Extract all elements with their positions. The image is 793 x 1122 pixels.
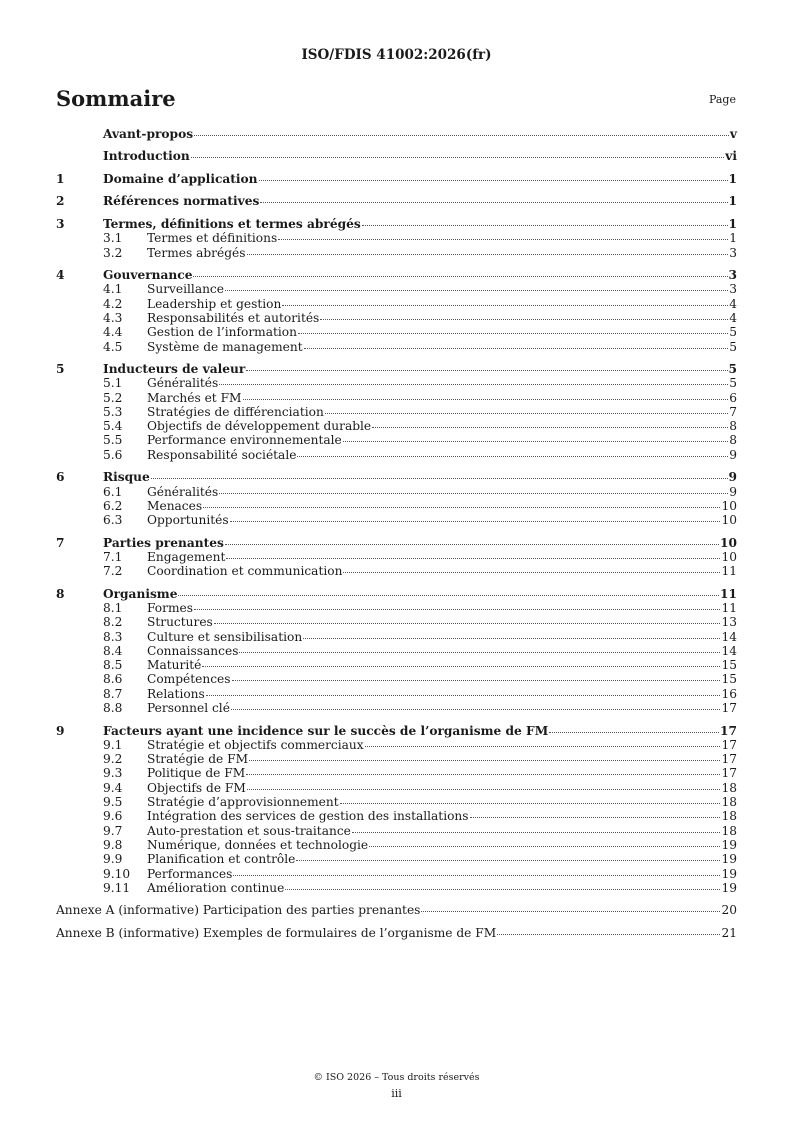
toc-entry-number: 8.3	[103, 629, 123, 644]
toc-entry-number: 8.6	[103, 672, 123, 687]
toc-entry-number: 8.4	[103, 643, 123, 658]
toc-entry[interactable]	[56, 852, 737, 866]
toc-entry-label	[56, 903, 420, 917]
toc-entry[interactable]	[56, 550, 737, 564]
toc-entry-number: 5.6	[103, 447, 123, 462]
dot-leader	[297, 456, 728, 457]
toc-entry-number: 4.3	[103, 310, 123, 325]
toc-entry-number: 2	[56, 194, 65, 209]
annex-status: (informative)	[118, 903, 200, 918]
toc-entry[interactable]	[56, 795, 737, 809]
dot-leader	[232, 680, 721, 681]
dot-leader	[365, 746, 721, 747]
dot-leader	[194, 609, 721, 610]
annex-designation: Annexe B	[56, 925, 115, 940]
toc-entry-number: 8	[56, 586, 65, 601]
toc-entry[interactable]	[56, 630, 737, 644]
dot-leader	[243, 399, 729, 400]
toc-entry[interactable]	[56, 536, 737, 550]
toc-entry-label: Stratégie de FM	[147, 752, 249, 767]
toc-entry-number: 8.1	[103, 601, 123, 615]
toc-entry-page: 19	[721, 837, 737, 852]
toc-entry-page: 19	[721, 866, 737, 881]
toc-entry[interactable]	[56, 881, 737, 895]
toc-entry-label: Généralités	[147, 484, 219, 499]
toc-entry[interactable]	[56, 738, 737, 752]
dot-leader	[421, 911, 720, 912]
toc-entry[interactable]	[56, 644, 737, 658]
toc-entry-number: 8.5	[103, 658, 123, 673]
dot-leader	[282, 305, 728, 306]
dot-leader	[278, 239, 728, 240]
toc-entry-label: Domaine d’application	[103, 171, 258, 186]
toc-entry[interactable]	[56, 448, 737, 462]
toc-entry-number: 8.8	[103, 701, 123, 716]
toc-entry-number: 9.2	[103, 752, 123, 767]
dot-leader	[247, 254, 729, 255]
dot-leader	[178, 595, 719, 596]
dot-leader	[206, 695, 721, 696]
toc-entry-label: Facteurs ayant une incidence sur le succès de l’organisme de FM	[103, 723, 549, 738]
dot-leader	[296, 860, 720, 861]
toc-entry-label: Amélioration continue	[147, 880, 285, 895]
toc-entry-number: 3	[56, 216, 65, 231]
toc-entry-page: 9	[729, 447, 737, 462]
toc-entry[interactable]	[56, 766, 737, 780]
toc-entry-page: 8	[729, 433, 737, 448]
toc-entry[interactable]	[56, 376, 737, 390]
toc-entry-page: 4	[729, 296, 737, 311]
toc-entry-label: Risque	[103, 470, 150, 485]
toc-entry[interactable]	[56, 499, 737, 513]
toc-entry-page: 11	[721, 601, 737, 615]
toc-entry[interactable]	[56, 658, 737, 672]
toc-entry-label: Stratégie d’approvisionnement	[147, 795, 339, 810]
toc-entry[interactable]	[56, 724, 737, 738]
dot-leader	[194, 135, 729, 136]
toc-entry[interactable]	[56, 470, 737, 484]
toc-entry-page: 13	[721, 615, 737, 630]
toc-entry-number: 9.9	[103, 852, 123, 867]
toc-entry-page: 3	[729, 282, 737, 297]
toc-entry-number: 6.1	[103, 484, 123, 499]
dot-leader	[233, 875, 720, 876]
toc-entry-label: Objectifs de développement durable	[147, 419, 372, 434]
dot-leader	[249, 760, 720, 761]
table-of-contents	[56, 127, 737, 940]
dot-leader	[325, 413, 728, 414]
toc-entry-page: 18	[721, 809, 737, 824]
toc-entry-label: Relations	[147, 686, 205, 701]
toc-entry-page: 17	[721, 737, 737, 752]
toc-entry-label: Numérique, données et technologie	[147, 837, 369, 852]
toc-entry-number: 9.8	[103, 837, 123, 852]
toc-entry-label: Parties prenantes	[103, 535, 224, 550]
toc-entry-number: 3.1	[103, 231, 123, 246]
dot-leader	[203, 507, 720, 508]
toc-entry-number: 6	[56, 470, 65, 485]
toc-entry[interactable]	[56, 752, 737, 766]
dot-leader	[214, 623, 721, 624]
toc-entry-number: 4	[56, 268, 65, 283]
dot-leader	[372, 427, 728, 428]
dot-leader	[246, 370, 727, 371]
toc-entry-label: Termes, définitions et termes abrégés	[103, 216, 361, 231]
toc-entry[interactable]	[56, 838, 737, 852]
toc-entry[interactable]	[56, 405, 737, 419]
toc-entry-label: Leadership et gestion	[147, 296, 282, 311]
toc-entry-number: 9.4	[103, 780, 123, 795]
dot-leader	[285, 889, 720, 890]
toc-entry-label: Stratégies de différenciation	[147, 404, 324, 419]
toc-entry-page: 18	[721, 795, 737, 810]
toc-entry-number: 7.1	[103, 549, 123, 564]
toc-entry-label: Surveillance	[147, 282, 224, 297]
toc-entry-page: 11	[720, 586, 737, 601]
toc-entry-label: Objectifs de FM	[147, 780, 246, 795]
toc-entry[interactable]	[56, 419, 737, 433]
toc-entry-label: Formes	[147, 601, 193, 615]
dot-leader	[191, 157, 724, 158]
annex-status: (informative)	[118, 925, 200, 940]
dot-leader	[247, 789, 721, 790]
toc-entry-page: vi	[725, 149, 737, 164]
toc-entry-page: 1	[728, 194, 737, 209]
toc-entry-page: 1	[728, 171, 737, 186]
toc-entry[interactable]	[56, 362, 737, 376]
toc-entry-number: 5.3	[103, 404, 123, 419]
toc-entry-label: Références normatives	[103, 194, 260, 209]
toc-entry-page: 1	[729, 231, 737, 246]
toc-entry-label: Planification et contrôle	[147, 852, 296, 867]
dot-leader	[259, 180, 728, 181]
dot-leader	[362, 225, 728, 226]
toc-entry[interactable]	[56, 564, 737, 578]
toc-entry-number: 4.2	[103, 296, 123, 311]
toc-entry-page: 14	[721, 629, 737, 644]
toc-entry-number: 9.1	[103, 737, 123, 752]
dot-leader	[219, 384, 728, 385]
toc-entry[interactable]	[56, 231, 737, 245]
toc-entry-page: 10	[721, 549, 737, 564]
toc-entry[interactable]	[56, 903, 737, 917]
toc-entry-number: 9.3	[103, 766, 123, 781]
dot-leader	[298, 333, 728, 334]
toc-entry-page: 10	[720, 535, 737, 550]
toc-entry[interactable]	[56, 282, 737, 296]
toc-entry-label: Introduction	[103, 149, 190, 164]
toc-entry-page: 17	[721, 752, 737, 767]
toc-entry-page: 18	[721, 780, 737, 795]
toc-entry-page: 7	[729, 404, 737, 419]
toc-entry-number: 7.2	[103, 564, 123, 579]
dot-leader	[193, 276, 727, 277]
toc-entry-label: Structures	[147, 615, 213, 630]
toc-entry-page: 4	[729, 310, 737, 325]
toc-entry-page: 3	[728, 268, 737, 283]
toc-entry-label: Inducteurs de valeur	[103, 361, 246, 376]
toc-entry-number: 5	[56, 361, 65, 376]
toc-entry-page: 5	[729, 339, 737, 354]
toc-entry-number: 8.2	[103, 615, 123, 630]
toc-entry-label: Stratégie et objectifs commerciaux	[147, 737, 364, 752]
toc-entry[interactable]	[56, 433, 737, 447]
toc-entry-number: 5.1	[103, 376, 123, 391]
toc-entry-number: 9.11	[103, 880, 131, 895]
dot-leader	[230, 521, 721, 522]
dot-leader	[219, 493, 728, 494]
toc-entry[interactable]	[56, 601, 737, 615]
toc-entry-page: 11	[721, 564, 737, 579]
toc-entry-page: 9	[728, 470, 737, 485]
toc-entry-page: 14	[721, 643, 737, 658]
toc-entry-number: 8.7	[103, 686, 123, 701]
toc-entry-label: Menaces	[147, 498, 203, 513]
dot-leader	[151, 478, 728, 479]
page-number: iii	[391, 1087, 402, 1100]
toc-entry-label: Termes abrégés	[147, 245, 246, 260]
dot-leader	[340, 803, 721, 804]
toc-entry-page: 17	[721, 766, 737, 781]
toc-entry-page: v	[729, 127, 737, 141]
toc-entry-label: Avant-propos	[103, 127, 194, 141]
dot-leader	[549, 732, 719, 733]
annex-designation: Annexe A	[56, 903, 115, 918]
dot-leader	[304, 348, 729, 349]
toc-entry-page: 16	[721, 686, 737, 701]
toc-entry-page: 17	[721, 701, 737, 716]
dot-leader	[320, 319, 728, 320]
dot-leader	[225, 290, 728, 291]
toc-entry-label: Engagement	[147, 549, 226, 564]
toc-entry[interactable]	[56, 587, 737, 601]
toc-entry[interactable]	[56, 325, 737, 339]
toc-entry-label: Gouvernance	[103, 268, 193, 283]
toc-entry-number: 4.1	[103, 282, 123, 297]
dot-leader	[343, 441, 728, 442]
toc-entry-number: 6.2	[103, 498, 123, 513]
toc-entry-page: 18	[721, 823, 737, 838]
toc-entry-number: 7	[56, 535, 65, 550]
toc-entry-label: Intégration des services de gestion des installations	[147, 809, 469, 824]
toc-entry-label: Opportunités	[147, 513, 229, 528]
toc-entry-number: 9.7	[103, 823, 123, 838]
toc-entry-page: 10	[721, 513, 737, 528]
toc-entry-page: 3	[729, 245, 737, 260]
dot-leader	[202, 666, 720, 667]
toc-entry-label: Compétences	[147, 672, 231, 687]
toc-entry-label: Connaissances	[147, 643, 239, 658]
toc-entry-page: 19	[721, 852, 737, 867]
toc-entry-label: Système de management	[147, 339, 303, 354]
toc-entry-label: Personnel clé	[147, 701, 230, 716]
toc-entry-label: Performance environnementale	[147, 433, 342, 448]
toc-entry-page: 5	[728, 361, 737, 376]
toc-entry[interactable]	[56, 615, 737, 629]
toc-entry-label: Culture et sensibilisation	[147, 629, 303, 644]
toc-entry[interactable]	[56, 824, 737, 838]
toc-entry-number: 6.3	[103, 513, 123, 528]
toc-entry[interactable]	[56, 391, 737, 405]
toc-entry-number: 4.5	[103, 339, 123, 354]
toc-entry-number: 1	[56, 171, 65, 186]
toc-entry-page: 5	[729, 376, 737, 391]
toc-entry[interactable]	[56, 513, 737, 527]
toc-entry[interactable]	[56, 340, 737, 354]
toc-entry-page: 21	[721, 925, 737, 940]
toc-entry[interactable]	[56, 701, 737, 715]
dot-leader	[226, 558, 720, 559]
toc-entry[interactable]	[56, 172, 737, 186]
toc-entry[interactable]	[56, 781, 737, 795]
toc-entry-page: 6	[729, 390, 737, 405]
dot-leader	[352, 832, 721, 833]
page-column-label: Page	[708, 93, 736, 106]
copyright-notice: © ISO 2026 – Tous droits réservés	[313, 1072, 480, 1083]
toc-entry-page: 19	[721, 880, 737, 895]
toc-entry[interactable]	[56, 926, 737, 940]
toc-entry-number: 5.5	[103, 433, 123, 448]
toc-entry[interactable]	[56, 672, 737, 686]
toc-entry-number: 9	[56, 723, 65, 738]
toc-entry-label: Maturité	[147, 658, 202, 673]
toc-entry[interactable]	[56, 246, 737, 260]
toc-entry[interactable]	[56, 127, 737, 141]
toc-entry-label: Performances	[147, 866, 233, 881]
dot-leader	[260, 202, 727, 203]
toc-entry-page: 1	[728, 216, 737, 231]
toc-entry[interactable]	[56, 485, 737, 499]
toc-entry-label: Coordination et communication	[147, 564, 343, 579]
toc-entry[interactable]	[56, 311, 737, 325]
dot-leader	[303, 638, 720, 639]
toc-entry-page: 17	[720, 723, 737, 738]
dot-leader	[369, 846, 720, 847]
toc-entry-label: Politique de FM	[147, 766, 246, 781]
toc-entry-number: 5.2	[103, 390, 123, 405]
toc-entry-page: 10	[721, 498, 737, 513]
dot-leader	[497, 934, 720, 935]
toc-entry-label: Termes et définitions	[147, 231, 278, 246]
toc-entry-page: 9	[729, 484, 737, 499]
toc-entry-label	[56, 926, 496, 940]
toc-entry-number: 9.6	[103, 809, 123, 824]
toc-entry[interactable]	[56, 268, 737, 282]
toc-entry[interactable]	[56, 867, 737, 881]
toc-entry[interactable]	[56, 687, 737, 701]
toc-title: Sommaire	[56, 86, 176, 111]
toc-entry-label: Responsabilité sociétale	[147, 447, 297, 462]
toc-entry-label: Auto-prestation et sous-traitance	[147, 823, 351, 838]
toc-entry[interactable]	[56, 297, 737, 311]
dot-leader	[231, 709, 721, 710]
toc-entry-number: 4.4	[103, 325, 123, 340]
dot-leader	[225, 544, 719, 545]
toc-entry-number: 3.2	[103, 245, 123, 260]
toc-entry-label: Gestion de l’information	[147, 325, 297, 340]
toc-entry-number: 5.4	[103, 419, 123, 434]
toc-entry-page: 15	[721, 672, 737, 687]
toc-entry[interactable]	[56, 809, 737, 823]
toc-entry-number: 9.10	[103, 866, 131, 881]
dot-leader	[246, 774, 720, 775]
toc-entry-label: Généralités	[147, 376, 219, 391]
dot-leader	[239, 652, 720, 653]
toc-entry-label: Marchés et FM	[147, 390, 242, 405]
dot-leader	[343, 572, 720, 573]
toc-entry-page: 15	[721, 658, 737, 673]
toc-entry-number: 9.5	[103, 795, 123, 810]
toc-entry-page: 20	[721, 903, 737, 918]
toc-entry[interactable]	[56, 149, 737, 163]
toc-entry[interactable]	[56, 194, 737, 208]
toc-entry-page: 8	[729, 419, 737, 434]
toc-entry[interactable]	[56, 217, 737, 231]
toc-entry-page: 5	[729, 325, 737, 340]
dot-leader	[470, 817, 721, 818]
annex-title: Participation des parties prenantes	[202, 903, 421, 918]
annex-title: Exemples de formulaires de l’organisme de FM	[203, 925, 497, 940]
toc-entry-label: Organisme	[103, 586, 178, 601]
document-id: ISO/FDIS 41002:2026(fr)	[301, 47, 492, 63]
toc-entry-label: Responsabilités et autorités	[147, 310, 320, 325]
